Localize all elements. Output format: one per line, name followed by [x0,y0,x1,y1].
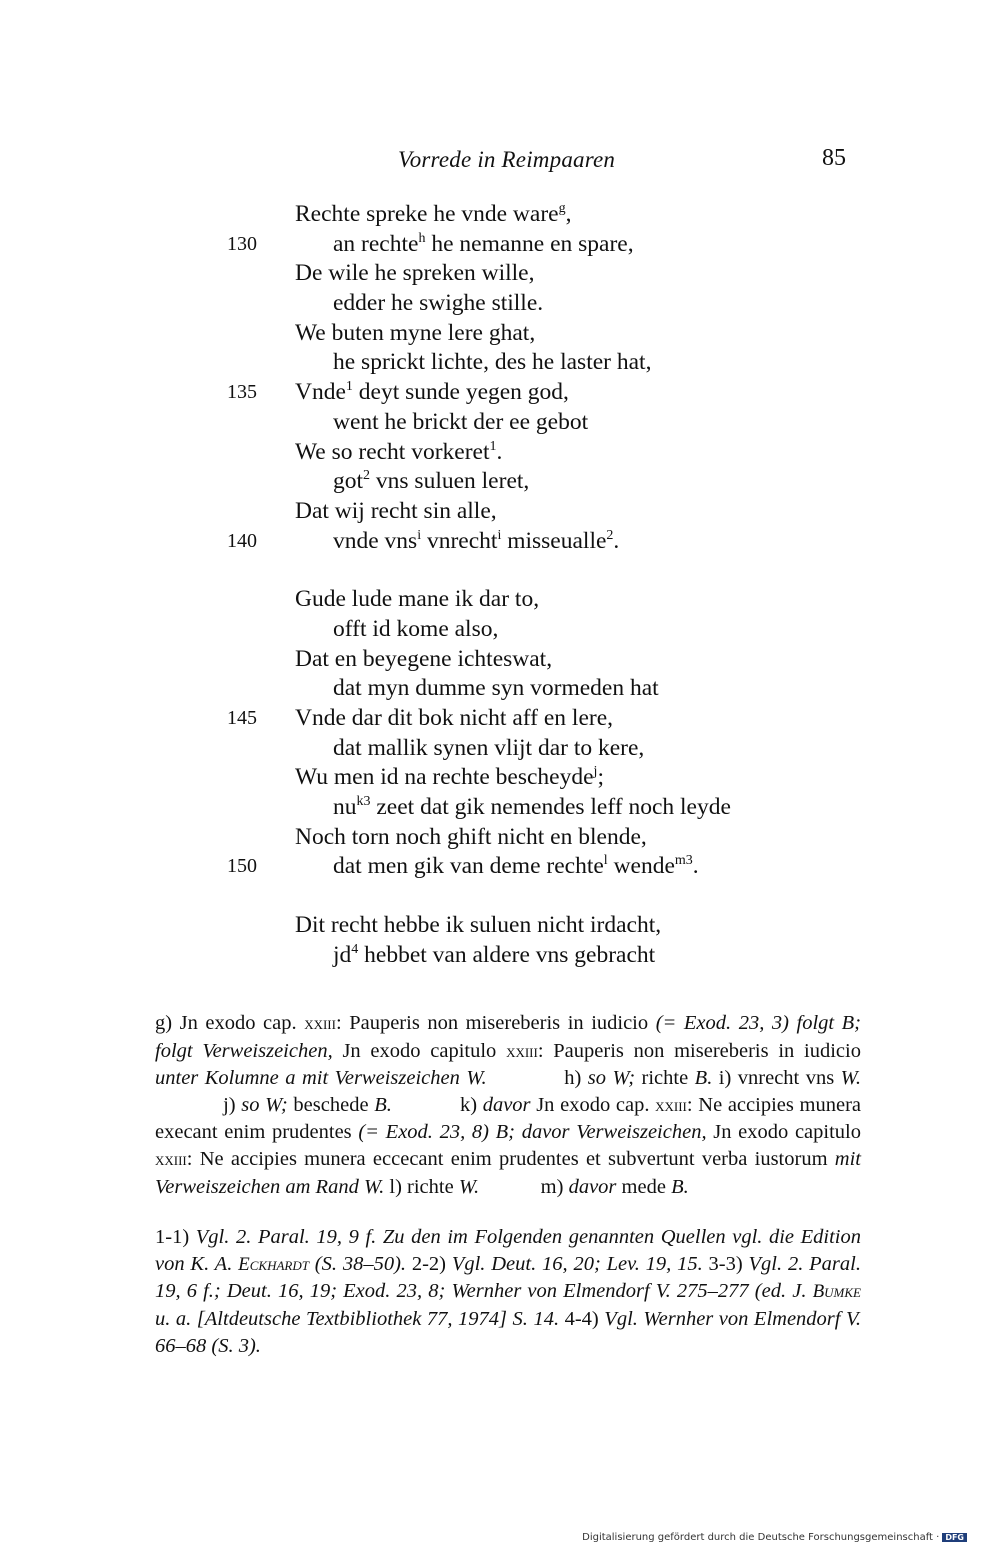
verse-text: offt id kome also, [333,615,499,642]
small-caps-text: xxiii [506,1040,538,1062]
italic-text: (= Exod. 23, 8) B; davor Verweiszeichen, [358,1121,707,1144]
verse-line [0,704,1000,734]
verse-line [0,348,1000,378]
verse-line [0,200,1000,230]
verse-text: Dat wij recht sin alle, [295,497,497,524]
verse-text: an rechte$^h$ he nemanne en spare, [333,230,634,257]
note-label: 1-1) [155,1226,196,1249]
italic-text: W. [458,1175,480,1198]
note-label: 3-3) [702,1252,749,1275]
verse-text: dat men gik van deme rechte$^l$ wende$^{m3}$. [333,853,699,880]
italic-text: B. [694,1067,713,1090]
small-caps-text: Bumke [812,1281,861,1303]
line-number: 150 [227,855,257,878]
verse-text: Vnde dar dit bok nicht aff en lere, [295,705,614,731]
italic-text: so W; [587,1067,636,1090]
verse-text: Gude lude mane ik dar to, [295,586,540,613]
footnotes [155,1010,861,1359]
italic-text: mit Verweiszeichen am Rand W. [155,1147,861,1198]
note-marker: j [593,764,598,780]
note-marker: 2 [363,468,371,484]
italic-text: (= Exod. 23, 3) folgt B; folgt Verweiszeichen, [155,1012,861,1062]
note-label: m) [479,1175,569,1198]
verse-line [0,615,1000,645]
verse-line [0,852,1000,882]
verse-line [0,941,1000,971]
verse-line [0,230,1000,260]
note-label: 2-2) [406,1252,452,1275]
verse-text: De wile he spreken wille, [295,260,535,287]
italic-text: W. [840,1067,861,1090]
note-label: 4-4) [559,1307,605,1330]
note-marker: 4 [351,941,359,957]
verse-line [0,911,1000,941]
verse-line [0,408,1000,438]
verse-line [0,438,1000,468]
line-number: 140 [227,529,257,552]
verse-block [0,200,1000,971]
line-number: 135 [227,381,257,404]
small-caps-text: Eckhardt [238,1253,309,1275]
note-marker: m3 [674,853,693,869]
verse-text: Noch torn noch ghift nicht en blende, [295,823,647,850]
note-label: j) [155,1093,242,1116]
verse-line [0,793,1000,823]
verse-text: vnde vns$^i$ vnrecht$^i$ misseualle$^2$. [333,527,620,554]
verse-text: Rechte spreke he vnde ware$^g$, [295,201,572,227]
verse-line [0,674,1000,704]
dfg-logo: DFG [942,1533,967,1542]
verse-line [0,763,1000,793]
verse-text: Wu men id na rechte bescheyde$^j$; [295,764,604,791]
verse-text: edder he swighe stille. [333,290,544,317]
note-marker: k3 [356,794,371,810]
verse-line [0,645,1000,675]
verse-text: he sprickt lichte, des he laster hat, [333,349,652,376]
italic-text: so W; [241,1093,288,1116]
small-caps-text: xxiii [304,1013,336,1034]
verse-text: dat myn dumme syn vormeden hat [333,675,659,702]
verse-text: Dit recht hebbe ik suluen nicht irdacht, [295,912,662,939]
verse-line [0,527,1000,557]
note-marker: 1 [345,379,353,395]
source-apparatus: g) Jn exodo cap. xxiii: Pauperis non misereberis in iudicio (= Exod. 23, 3) folgt B; folgt Verweiszeichen, Jn exodo capitulo xxiii: Pauperis non misereberis in iudicio unter Kolumne a mit Verweiszeichen W. h) so W; richte B. i) vnrecht vns W. j) so W; beschede B. k) davor Jn exodo cap. xxiii: Ne accipies munera execant enim prudentes (= Exod. 23, 8) B; davor Verweiszeichen, Jn exodo capitulo xxiii: Ne accipies munera eccecant enim prudentes et subvertunt verba iustorum mit Verweiszeichen am Rand W. l) richte W. m) davor mede B. [155,1012,861,1198]
verse-line [0,289,1000,319]
line-number: 145 [227,707,257,729]
verse-line [0,585,1000,615]
note-marker: i [497,527,502,543]
verse-line [0,319,1000,349]
page-header [0,145,1000,181]
verse-text: Dat en beyegene ichteswat, [295,645,553,672]
verse-line [0,378,1000,408]
verse-text: We so recht vorkeret$^1$. [295,438,503,465]
page-number: 85 [822,145,846,171]
note-marker: 2 [606,527,614,543]
verse-text: We buten myne lere ghat, [295,319,536,346]
credit-text: Digitalisierung gefördert durch die Deutsche Forschungsgemeinschaft · [582,1532,940,1543]
running-title: Vorrede in Reimpaaren [398,147,616,172]
verse-line [0,734,1000,764]
verse-line [0,259,1000,289]
verse-text: dat mallik synen vlijt dar to kere, [333,734,645,761]
note-marker: g [558,201,566,216]
small-caps-text: xxiii [655,1094,687,1116]
verse-line [0,823,1000,853]
line-number: 130 [227,232,257,255]
verse-line [0,497,1000,527]
note-label: h) [486,1067,588,1090]
verse-line [0,467,1000,497]
italic-text: unter Kolumne a mit Verweiszeichen W. [155,1067,487,1090]
verse-text: went he brickt der ee gebot [333,408,589,435]
digitization-credit [582,1532,967,1543]
note-label: k) [391,1093,483,1116]
verse-text: Vnde$^1$ deyt sunde yegen god, [295,379,569,406]
italic-text: davor [482,1093,531,1116]
verse-text: $jd^4$ hebbet van aldere vns gebracht [333,941,656,968]
small-caps-text: xxiii [155,1148,187,1170]
italic-text: B. [671,1175,689,1198]
reference-apparatus: 1-1) Vgl. 2. Paral. 19, 9 f. Zu den im Folgenden genannten Quellen vgl. die Edition von K. A. Eckhardt (S. 38–50). 2-2) Vgl. Deut. 16, 20; Lev. 19, 15. 3-3) Vgl. 2. Paral. 19, 6 f.; Deut. 16, 19; Exod. 23, 8; Wernher von Elmendorf V. 275–277 (ed. J. Bumke u. a. [Altdeutsche Textbibliothek 77, 1974] S. 14. 4-4) Vgl. Wernher von Elmendorf V. 66–68 (S. 3). [155,1226,862,1357]
note-marker: h [418,230,426,246]
note-marker: i [417,527,422,543]
verse-text: $nu^{k3}$ zeet dat gik nemendes leff noch leyde [333,794,731,821]
italic-text: davor [568,1175,617,1198]
note-marker: 1 [489,438,497,454]
italic-text: B. [374,1093,392,1116]
note-marker: l [603,853,608,869]
verse-text: got$^2$ vns suluen leret, [333,468,530,495]
